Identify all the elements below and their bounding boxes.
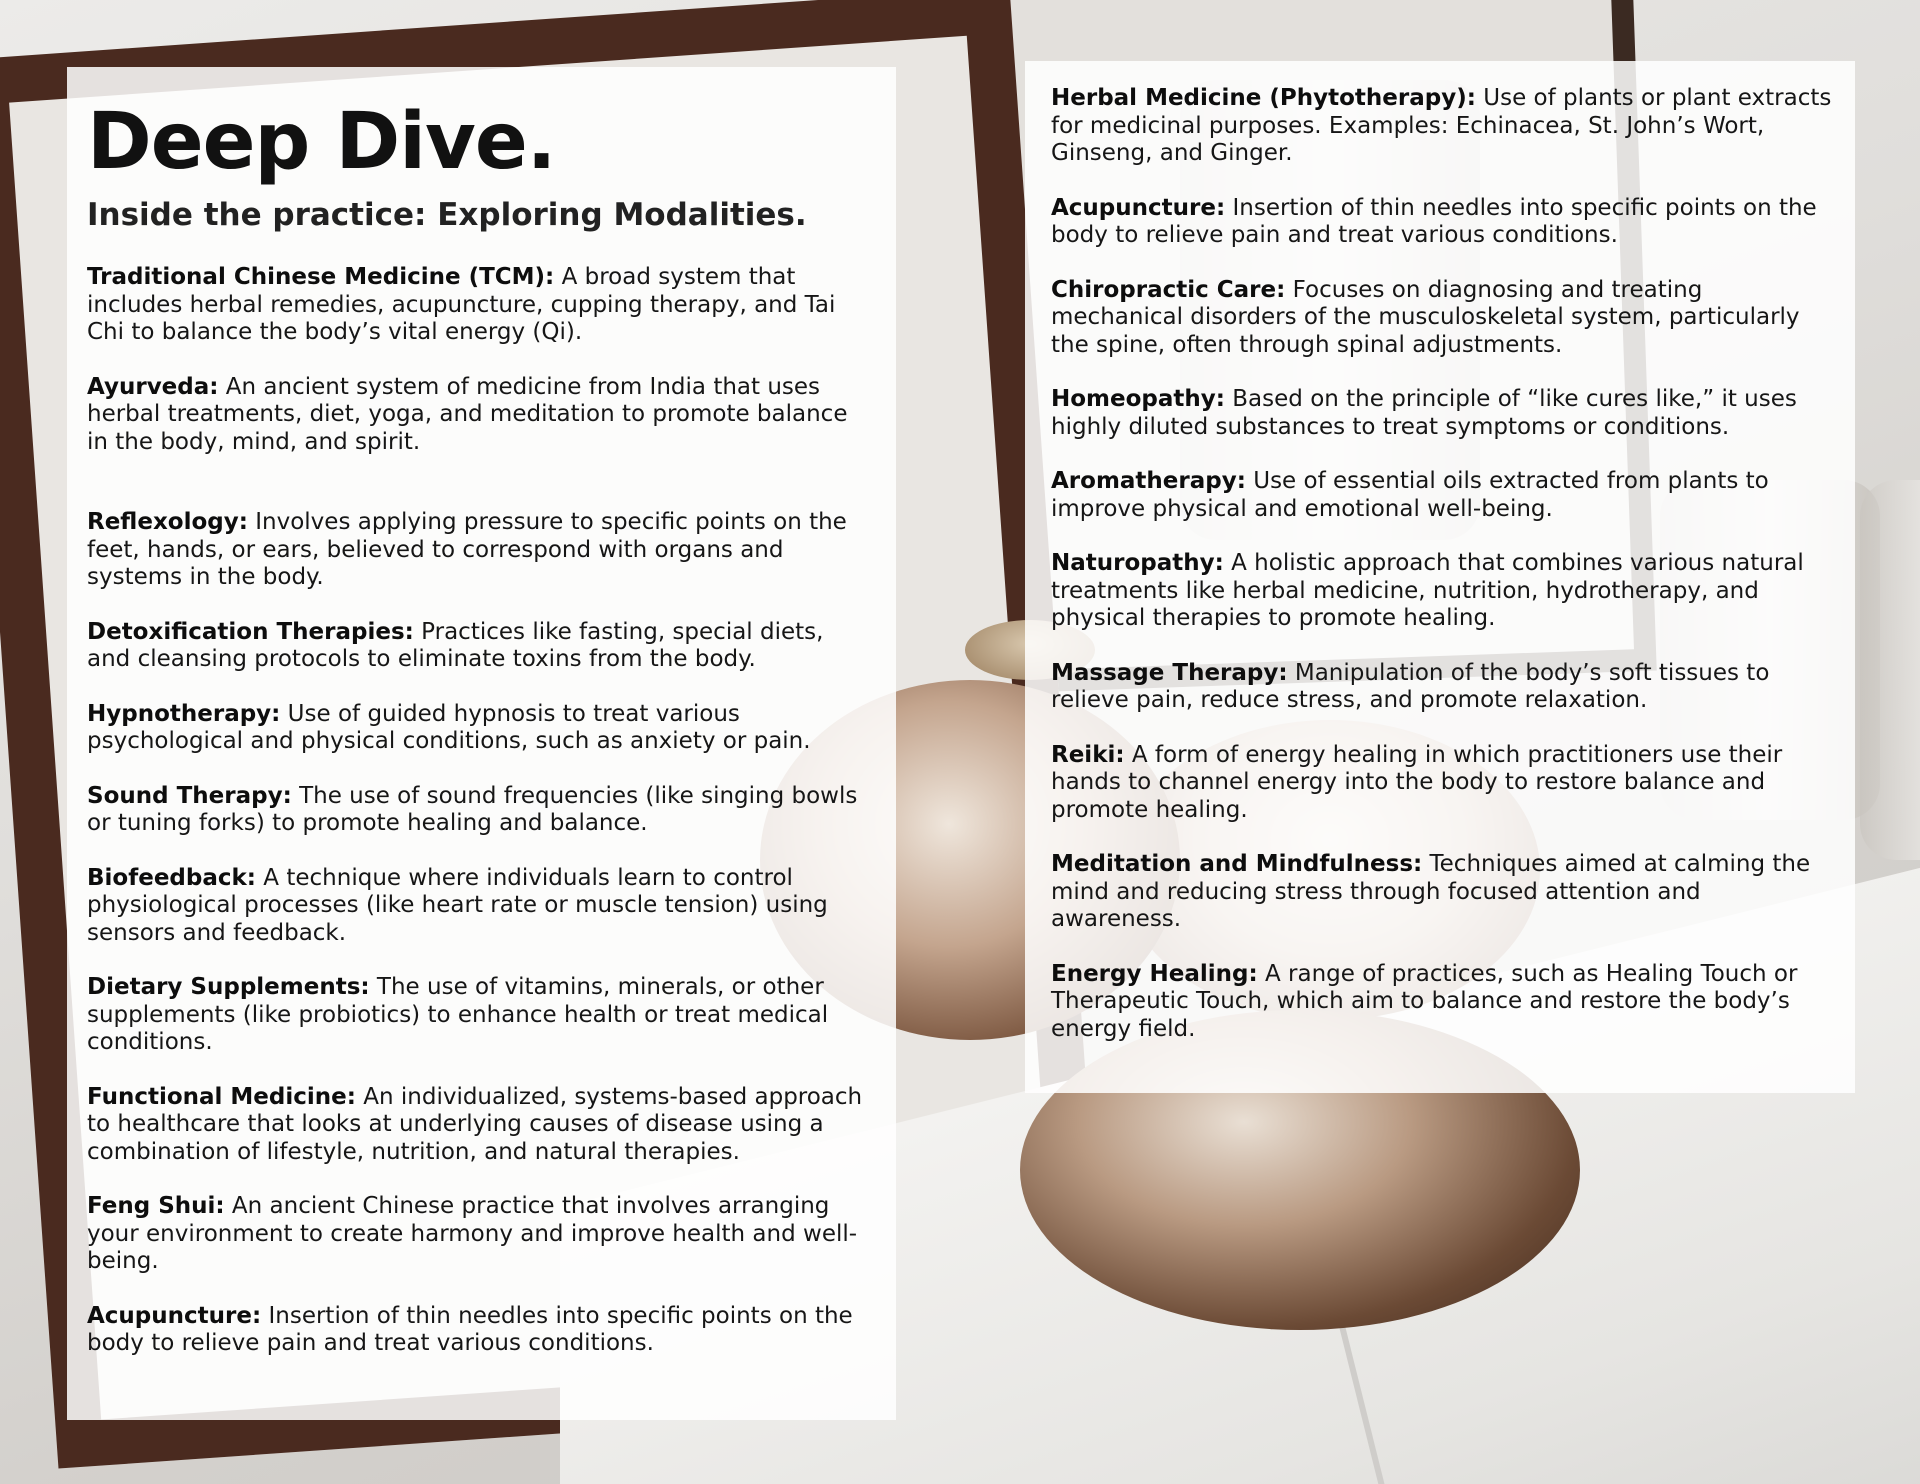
modality-description: A form of energy healing in which practitioners use their hands to channel energy into the body to restore balance and promote healing.	[1051, 741, 1783, 823]
modality-entry	[1051, 742, 1833, 825]
modality-entry	[1051, 386, 1833, 441]
modality-entry	[87, 374, 874, 457]
modality-entry	[1051, 660, 1833, 715]
modality-description: Focuses on diagnosing and treating mechanical disorders of the musculoskeletal system, particularly the spine, often through spinal adjustments.	[1051, 276, 1800, 358]
modality-term: Biofeedback:	[87, 864, 256, 891]
modality-entry	[1051, 468, 1833, 523]
modality-entry	[87, 264, 874, 347]
modality-description: Manipulation of the body’s soft tissues to relieve pain, reduce stress, and promote relaxation.	[1051, 659, 1770, 713]
modality-term: Traditional Chinese Medicine (TCM):	[87, 264, 555, 291]
modality-term: Acupuncture:	[1051, 194, 1226, 221]
modality-term: Meditation and Mindfulness:	[1051, 851, 1423, 877]
modality-entry	[87, 974, 874, 1057]
modality-term: Herbal Medicine (Phytotherapy):	[1051, 85, 1476, 111]
modality-entry	[87, 865, 874, 948]
modality-description: A holistic approach that combines various natural treatments like herbal medicine, nutrition, hydrotherapy, and physical therapies to promote healing.	[1051, 550, 1804, 631]
modality-entry	[87, 701, 874, 756]
modality-term: Hypnotherapy:	[87, 700, 281, 727]
modality-description: Use of guided hypnosis to treat various psychological and physical conditions, such as anxiety or pain.	[87, 700, 811, 755]
modality-description: The use of sound frequencies (like singing bowls or tuning forks) to promote healing and balance.	[87, 782, 858, 837]
modality-description: Use of plants or plant extracts for medicinal purposes. Examples: Echinacea, St. John’s Wort, Ginseng, and Ginger.	[1051, 85, 1832, 166]
modality-term: Aromatherapy:	[1051, 468, 1246, 494]
modality-term: Dietary Supplements:	[87, 974, 370, 1001]
modality-entry	[1051, 195, 1833, 250]
modality-description: Insertion of thin needles into specific points on the body to relieve pain and treat various conditions.	[87, 1302, 853, 1357]
modality-term: Reiki:	[1051, 741, 1125, 768]
modality-description: Based on the principle of “like cures like,” it uses highly diluted substances to treat symptoms or conditions.	[1051, 386, 1797, 440]
modality-description: Use of essential oils extracted from plants to improve physical and emotional well-being.	[1051, 468, 1769, 522]
modality-description: An ancient Chinese practice that involves arranging your environment to create harmony and improve health and well-being.	[87, 1193, 858, 1275]
modality-term: Sound Therapy:	[87, 782, 292, 809]
modality-entry	[1051, 550, 1833, 633]
modality-description: An individualized, systems-based approach to healthcare that looks at underlying causes of disease using a combination of lifestyle, nutrition, and natural therapies.	[87, 1083, 863, 1165]
page-title: Deep Dive.	[87, 97, 556, 187]
modality-term: Reflexology:	[87, 509, 248, 536]
modality-term: Ayurveda:	[87, 373, 219, 400]
modality-entry	[87, 1303, 874, 1358]
modality-description: A range of practices, such as Healing Touch or Therapeutic Touch, which aim to balance and restore the body’s energy field.	[1051, 960, 1798, 1042]
modality-entry	[1051, 851, 1833, 934]
modality-entry	[87, 619, 874, 674]
modality-entry	[87, 509, 874, 592]
left-text-panel	[67, 67, 896, 1420]
modality-description: A technique where individuals learn to control physiological processes (like heart rate or muscle tension) using sensors and feedback.	[87, 864, 828, 946]
modality-term: Feng Shui:	[87, 1193, 225, 1220]
modality-term: Massage Therapy:	[1051, 659, 1288, 686]
modality-entry	[87, 1193, 874, 1276]
modality-entry	[87, 1084, 874, 1167]
modality-entry	[1051, 277, 1833, 360]
modality-term: Detoxification Therapies:	[87, 618, 414, 645]
modality-entry	[1051, 961, 1833, 1044]
modality-term: Energy Healing:	[1051, 960, 1258, 987]
modality-term: Homeopathy:	[1051, 386, 1225, 412]
modality-description: The use of vitamins, minerals, or other supplements (like probiotics) to enhance health or treat medical conditions.	[87, 974, 829, 1056]
modality-term: Acupuncture:	[87, 1302, 262, 1329]
right-text-panel	[1025, 61, 1855, 1093]
modality-entry	[87, 783, 874, 838]
modality-term: Chiropractic Care:	[1051, 276, 1286, 303]
modality-description: Practices like fasting, special diets, and cleansing protocols to eliminate toxins from the body.	[87, 618, 824, 673]
page-subtitle: Inside the practice: Exploring Modalities.	[87, 197, 807, 233]
modality-term: Naturopathy:	[1051, 550, 1224, 576]
modality-description: Insertion of thin needles into specific points on the body to relieve pain and treat various conditions.	[1051, 194, 1817, 248]
modality-term: Functional Medicine:	[87, 1083, 356, 1110]
modality-description: A broad system that includes herbal remedies, acupuncture, cupping therapy, and Tai Chi to balance the body’s vital energy (Qi).	[87, 264, 836, 346]
modality-description: An ancient system of medicine from India that uses herbal treatments, diet, yoga, and meditation to promote balance in the body, mind, and spirit.	[87, 373, 848, 455]
modality-description: Techniques aimed at calming the mind and reducing stress through focused attention and awareness.	[1051, 851, 1811, 932]
modality-entry	[1051, 85, 1833, 168]
modality-description: Involves applying pressure to specific points on the feet, hands, or ears, believed to correspond with organs and systems in the body.	[87, 509, 847, 591]
glass-jar	[1860, 480, 1920, 860]
